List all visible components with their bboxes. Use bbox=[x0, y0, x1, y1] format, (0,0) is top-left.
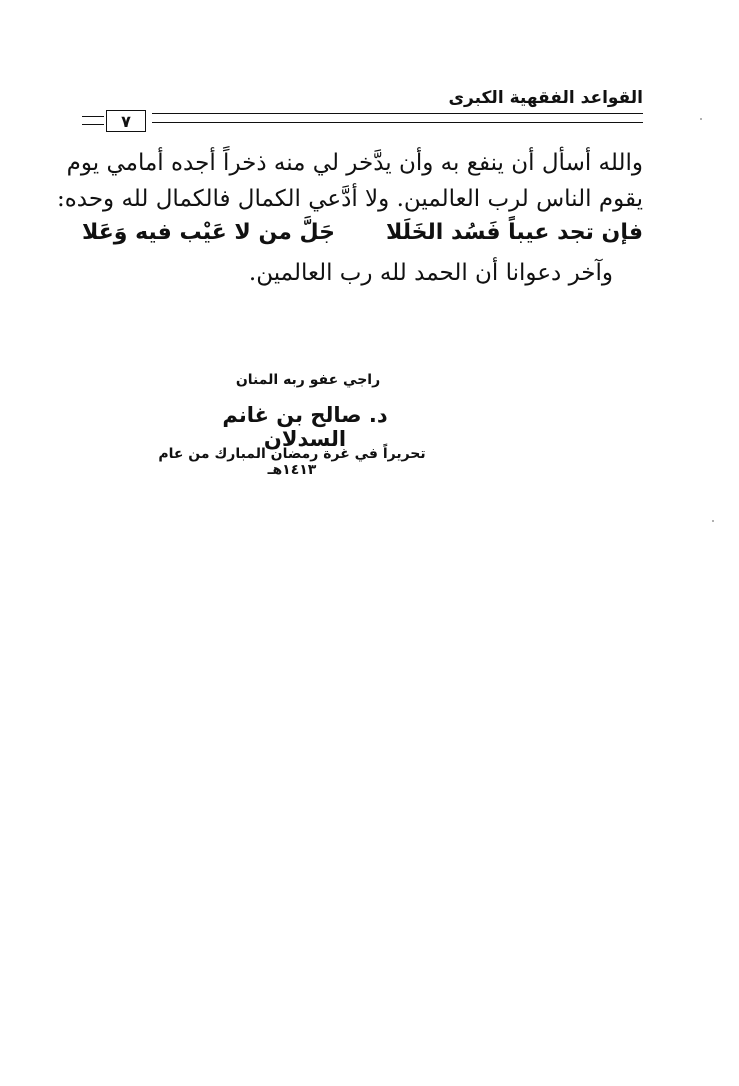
header-rule-thin bbox=[152, 122, 643, 123]
signature-intro: راجي عفو ربه المنان bbox=[235, 372, 381, 388]
running-header-title: القواعد الفقهية الكبرى bbox=[448, 88, 643, 108]
verse-first-hemistich: فإن تجد عيباً فَسُد الخَلَلا bbox=[386, 220, 643, 245]
page-number-bar-top bbox=[82, 116, 104, 117]
body-line-2: يقوم الناس لرب العالمين. ولا أدَّعي الكمال فالكمال لله وحده: bbox=[56, 186, 643, 212]
scan-speck bbox=[712, 520, 714, 522]
author-name: د. صالح بن غانم السدلان bbox=[222, 403, 388, 451]
scan-speck bbox=[700, 118, 702, 120]
verse-line bbox=[82, 218, 643, 248]
header-rule-thick bbox=[152, 113, 643, 114]
page-number: ٧ bbox=[106, 110, 146, 132]
page-number-bar-bottom bbox=[82, 124, 104, 125]
verse-second-hemistich: جَلَّ من لا عَيْب فيه وَعَلا bbox=[82, 220, 336, 245]
body-line-4: وآخر دعوانا أن الحمد لله رب العالمين. bbox=[248, 260, 613, 286]
body-line-1: والله أسأل أن ينفع به وأن يدَّخر لي منه ذخراً أجده أمامي يوم bbox=[66, 150, 643, 176]
writing-date: تحريراً في غرة رمضان المبارك من عام ١٤١٣هـ bbox=[158, 446, 426, 478]
